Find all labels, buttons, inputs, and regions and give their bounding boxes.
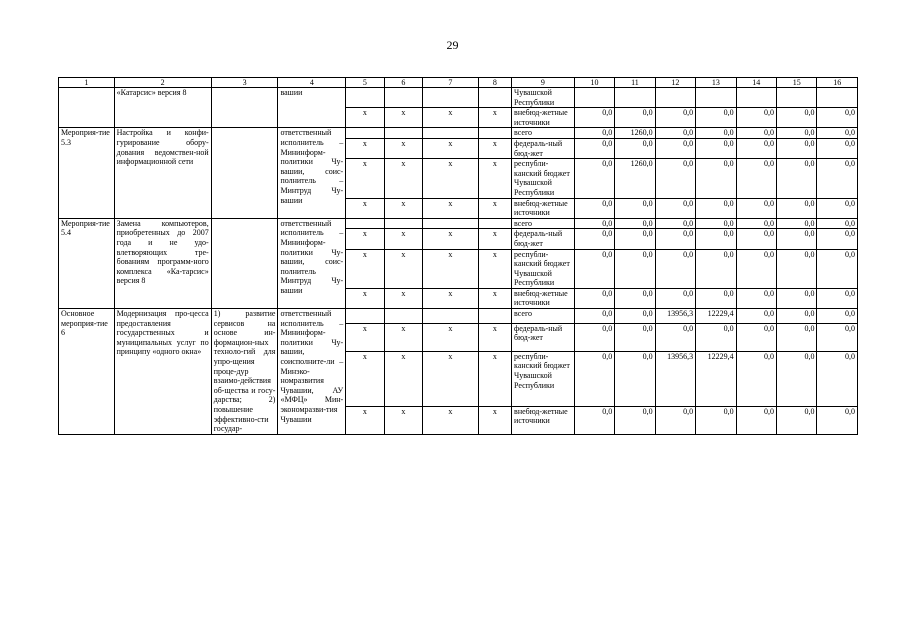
- responsible: ответственный исполнитель – Мининформ-политики Чу-вашии, соис-полнитель – Минтруд Чу-вашии: [278, 128, 346, 218]
- x-mark: х: [423, 406, 479, 434]
- column-number: 12: [655, 78, 695, 88]
- value-cell: 0,0: [777, 198, 817, 218]
- column-number: 3: [211, 78, 278, 88]
- column-number: 11: [615, 78, 655, 88]
- expected-result: 1) развитие сервисов на основе ин-формацион-ных техноло-гий для упро-щения проце-дур взаимо-действия об-щества и госу-дарства; 2) повышение эффективно-сти государ-: [211, 309, 278, 435]
- value-cell: [777, 88, 817, 108]
- empty-cell: [478, 88, 511, 108]
- funding-source: федераль-ный бюд-жет: [512, 138, 575, 158]
- value-cell: 0,0: [736, 218, 776, 229]
- activity-code: Мероприя-тие 5.4: [59, 218, 115, 308]
- funding-source: внебюд-жетные источники: [512, 198, 575, 218]
- funding-source: внебюд-жетные источники: [512, 406, 575, 434]
- page-number: 29: [446, 38, 459, 52]
- x-mark: х: [346, 406, 384, 434]
- expected-result: [211, 218, 278, 308]
- expected-result: [211, 88, 278, 128]
- column-number: 9: [512, 78, 575, 88]
- funding-source: республи-канский бюджет Чувашской Республики: [512, 159, 575, 198]
- column-number-row: [59, 78, 858, 88]
- activity-code: Основное мероприя-тие 6: [59, 309, 115, 435]
- value-cell: [817, 88, 858, 108]
- x-mark: х: [423, 229, 479, 249]
- program-table: [58, 77, 858, 435]
- activity-name: Замена компьютеров, приобретенных до 2007 года и не удо-влетворяющих тре-бованиям программ-ного комплекса «Ка-тарсис» версия 8: [114, 218, 211, 308]
- value-cell: 0,0: [736, 159, 776, 198]
- x-mark: х: [346, 323, 384, 351]
- funding-source: Чувашской Республики: [512, 88, 575, 108]
- value-cell: 0,0: [777, 218, 817, 229]
- empty-cell: [478, 309, 511, 324]
- value-cell: 0,0: [655, 159, 695, 198]
- value-cell: 0,0: [615, 138, 655, 158]
- value-cell: 0,0: [777, 309, 817, 324]
- x-mark: х: [384, 323, 422, 351]
- value-cell: 0,0: [655, 218, 695, 229]
- value-cell: 0,0: [696, 128, 736, 139]
- expected-result: [211, 128, 278, 218]
- value-cell: 0,0: [736, 288, 776, 308]
- funding-source: всего: [512, 309, 575, 324]
- value-cell: 0,0: [574, 351, 614, 406]
- funding-source: внебюд-жетные источники: [512, 108, 575, 128]
- value-cell: 0,0: [777, 323, 817, 351]
- x-mark: х: [346, 108, 384, 128]
- value-cell: 0,0: [817, 128, 858, 139]
- activity-name: Настройка и конфи-гурирование обору-дования ведомствен-ной информационной сети: [114, 128, 211, 218]
- x-mark: х: [478, 159, 511, 198]
- activity-name: Модернизация про-цесса предоставления государственных и муниципальных услуг по принципу «одного окна»: [114, 309, 211, 435]
- value-cell: 0,0: [777, 406, 817, 434]
- funding-source: федераль-ный бюд-жет: [512, 323, 575, 351]
- funding-source: федераль-ный бюд-жет: [512, 229, 575, 249]
- empty-cell: [423, 218, 479, 229]
- value-cell: 0,0: [736, 128, 776, 139]
- responsible: ответственный исполнитель – Мининформ-политики Чу-вашии, соисполните-ли – Минэко-номразвития Чувашии, АУ «МФЦ» Мин-экономразви-тия Чувашии: [278, 309, 346, 435]
- column-number: 14: [736, 78, 776, 88]
- value-cell: [736, 88, 776, 108]
- value-cell: 0,0: [615, 351, 655, 406]
- value-cell: 0,0: [777, 351, 817, 406]
- value-cell: 0,0: [574, 309, 614, 324]
- empty-cell: [478, 218, 511, 229]
- x-mark: х: [346, 198, 384, 218]
- x-mark: х: [384, 159, 422, 198]
- value-cell: 0,0: [615, 198, 655, 218]
- value-cell: 0,0: [696, 218, 736, 229]
- value-cell: 0,0: [817, 351, 858, 406]
- x-mark: х: [384, 288, 422, 308]
- funding-source: республи-канский бюджет Чувашской Республики: [512, 249, 575, 288]
- value-cell: 0,0: [817, 323, 858, 351]
- value-cell: 0,0: [615, 249, 655, 288]
- value-cell: 0,0: [655, 406, 695, 434]
- value-cell: 0,0: [696, 138, 736, 158]
- value-cell: 0,0: [696, 159, 736, 198]
- x-mark: х: [423, 249, 479, 288]
- table-row: [59, 128, 858, 139]
- value-cell: 0,0: [777, 249, 817, 288]
- column-number: 13: [696, 78, 736, 88]
- value-cell: 0,0: [696, 108, 736, 128]
- column-number: 6: [384, 78, 422, 88]
- empty-cell: [346, 128, 384, 139]
- value-cell: 0,0: [777, 108, 817, 128]
- value-cell: 0,0: [655, 128, 695, 139]
- value-cell: 0,0: [817, 406, 858, 434]
- table-row: [59, 88, 858, 108]
- value-cell: 0,0: [817, 159, 858, 198]
- funding-source: всего: [512, 218, 575, 229]
- empty-cell: [423, 88, 479, 108]
- value-cell: 0,0: [655, 323, 695, 351]
- value-cell: 0,0: [736, 323, 776, 351]
- x-mark: х: [423, 138, 479, 158]
- value-cell: 13956,3: [655, 351, 695, 406]
- value-cell: 12229,4: [696, 309, 736, 324]
- value-cell: 0,0: [574, 288, 614, 308]
- empty-cell: [384, 309, 422, 324]
- value-cell: 0,0: [574, 138, 614, 158]
- funding-source: республи-канский бюджет Чувашской Республики: [512, 351, 575, 406]
- responsible: вашии: [278, 88, 346, 128]
- x-mark: х: [478, 249, 511, 288]
- value-cell: 13956,3: [655, 309, 695, 324]
- empty-cell: [384, 128, 422, 139]
- funding-source: внебюд-жетные источники: [512, 288, 575, 308]
- value-cell: [615, 88, 655, 108]
- value-cell: 0,0: [817, 229, 858, 249]
- value-cell: 0,0: [574, 218, 614, 229]
- value-cell: 0,0: [615, 309, 655, 324]
- x-mark: х: [346, 351, 384, 406]
- x-mark: х: [478, 288, 511, 308]
- value-cell: 0,0: [615, 108, 655, 128]
- value-cell: 0,0: [655, 138, 695, 158]
- value-cell: 0,0: [817, 218, 858, 229]
- column-number: 4: [278, 78, 346, 88]
- value-cell: 0,0: [736, 249, 776, 288]
- value-cell: 0,0: [777, 159, 817, 198]
- value-cell: 0,0: [655, 229, 695, 249]
- value-cell: [574, 88, 614, 108]
- value-cell: 0,0: [736, 198, 776, 218]
- column-number: 5: [346, 78, 384, 88]
- value-cell: 0,0: [574, 229, 614, 249]
- value-cell: 0,0: [777, 128, 817, 139]
- x-mark: х: [384, 198, 422, 218]
- table-row: [59, 218, 858, 229]
- empty-cell: [384, 218, 422, 229]
- value-cell: 0,0: [696, 406, 736, 434]
- activity-name: «Катарсис» версия 8: [114, 88, 211, 128]
- x-mark: х: [423, 159, 479, 198]
- value-cell: 0,0: [777, 138, 817, 158]
- value-cell: 0,0: [655, 108, 695, 128]
- value-cell: 0,0: [736, 229, 776, 249]
- column-number: 10: [574, 78, 614, 88]
- empty-cell: [346, 309, 384, 324]
- x-mark: х: [384, 138, 422, 158]
- value-cell: 0,0: [817, 309, 858, 324]
- x-mark: х: [384, 406, 422, 434]
- table-row: [59, 309, 858, 324]
- value-cell: 0,0: [574, 128, 614, 139]
- value-cell: 0,0: [736, 406, 776, 434]
- value-cell: 0,0: [574, 198, 614, 218]
- funding-source: всего: [512, 128, 575, 139]
- x-mark: х: [423, 288, 479, 308]
- value-cell: 0,0: [817, 138, 858, 158]
- value-cell: 0,0: [777, 288, 817, 308]
- column-number: 2: [114, 78, 211, 88]
- column-number: 7: [423, 78, 479, 88]
- x-mark: х: [478, 198, 511, 218]
- value-cell: 0,0: [574, 406, 614, 434]
- value-cell: 0,0: [736, 309, 776, 324]
- empty-cell: [346, 88, 384, 108]
- value-cell: 0,0: [574, 159, 614, 198]
- value-cell: 0,0: [615, 218, 655, 229]
- value-cell: 0,0: [615, 406, 655, 434]
- x-mark: х: [478, 323, 511, 351]
- column-number: 1: [59, 78, 115, 88]
- value-cell: 0,0: [736, 108, 776, 128]
- value-cell: 0,0: [817, 249, 858, 288]
- value-cell: [655, 88, 695, 108]
- value-cell: 0,0: [696, 288, 736, 308]
- value-cell: 0,0: [817, 198, 858, 218]
- column-number: 16: [817, 78, 858, 88]
- value-cell: 0,0: [655, 198, 695, 218]
- x-mark: х: [478, 351, 511, 406]
- column-number: 8: [478, 78, 511, 88]
- value-cell: 0,0: [696, 229, 736, 249]
- empty-cell: [384, 88, 422, 108]
- value-cell: 0,0: [696, 323, 736, 351]
- x-mark: х: [346, 159, 384, 198]
- x-mark: х: [478, 108, 511, 128]
- empty-cell: [346, 218, 384, 229]
- value-cell: 0,0: [615, 288, 655, 308]
- value-cell: 0,0: [817, 108, 858, 128]
- value-cell: 0,0: [574, 249, 614, 288]
- value-cell: 0,0: [736, 138, 776, 158]
- value-cell: 0,0: [736, 351, 776, 406]
- empty-cell: [478, 128, 511, 139]
- value-cell: 0,0: [615, 323, 655, 351]
- x-mark: х: [478, 138, 511, 158]
- responsible: ответственный исполнитель – Мининформ-политики Чу-вашии, соис-полнитель Минтруд Чу-вашии: [278, 218, 346, 308]
- x-mark: х: [478, 406, 511, 434]
- value-cell: 0,0: [696, 198, 736, 218]
- x-mark: х: [423, 351, 479, 406]
- value-cell: 0,0: [615, 229, 655, 249]
- value-cell: 0,0: [574, 323, 614, 351]
- value-cell: 1260,0: [615, 159, 655, 198]
- value-cell: 0,0: [655, 288, 695, 308]
- value-cell: 0,0: [696, 249, 736, 288]
- x-mark: х: [423, 323, 479, 351]
- value-cell: 12229,4: [696, 351, 736, 406]
- activity-code: [59, 88, 115, 128]
- value-cell: [696, 88, 736, 108]
- x-mark: х: [384, 229, 422, 249]
- column-number: 15: [777, 78, 817, 88]
- x-mark: х: [478, 229, 511, 249]
- x-mark: х: [423, 198, 479, 218]
- x-mark: х: [423, 108, 479, 128]
- empty-cell: [423, 128, 479, 139]
- value-cell: 0,0: [655, 249, 695, 288]
- value-cell: 0,0: [777, 229, 817, 249]
- x-mark: х: [346, 229, 384, 249]
- x-mark: х: [346, 249, 384, 288]
- x-mark: х: [346, 138, 384, 158]
- value-cell: 1260,0: [615, 128, 655, 139]
- x-mark: х: [384, 249, 422, 288]
- x-mark: х: [346, 288, 384, 308]
- value-cell: 0,0: [574, 108, 614, 128]
- x-mark: х: [384, 351, 422, 406]
- activity-code: Мероприя-тие 5.3: [59, 128, 115, 218]
- x-mark: х: [384, 108, 422, 128]
- value-cell: 0,0: [817, 288, 858, 308]
- empty-cell: [423, 309, 479, 324]
